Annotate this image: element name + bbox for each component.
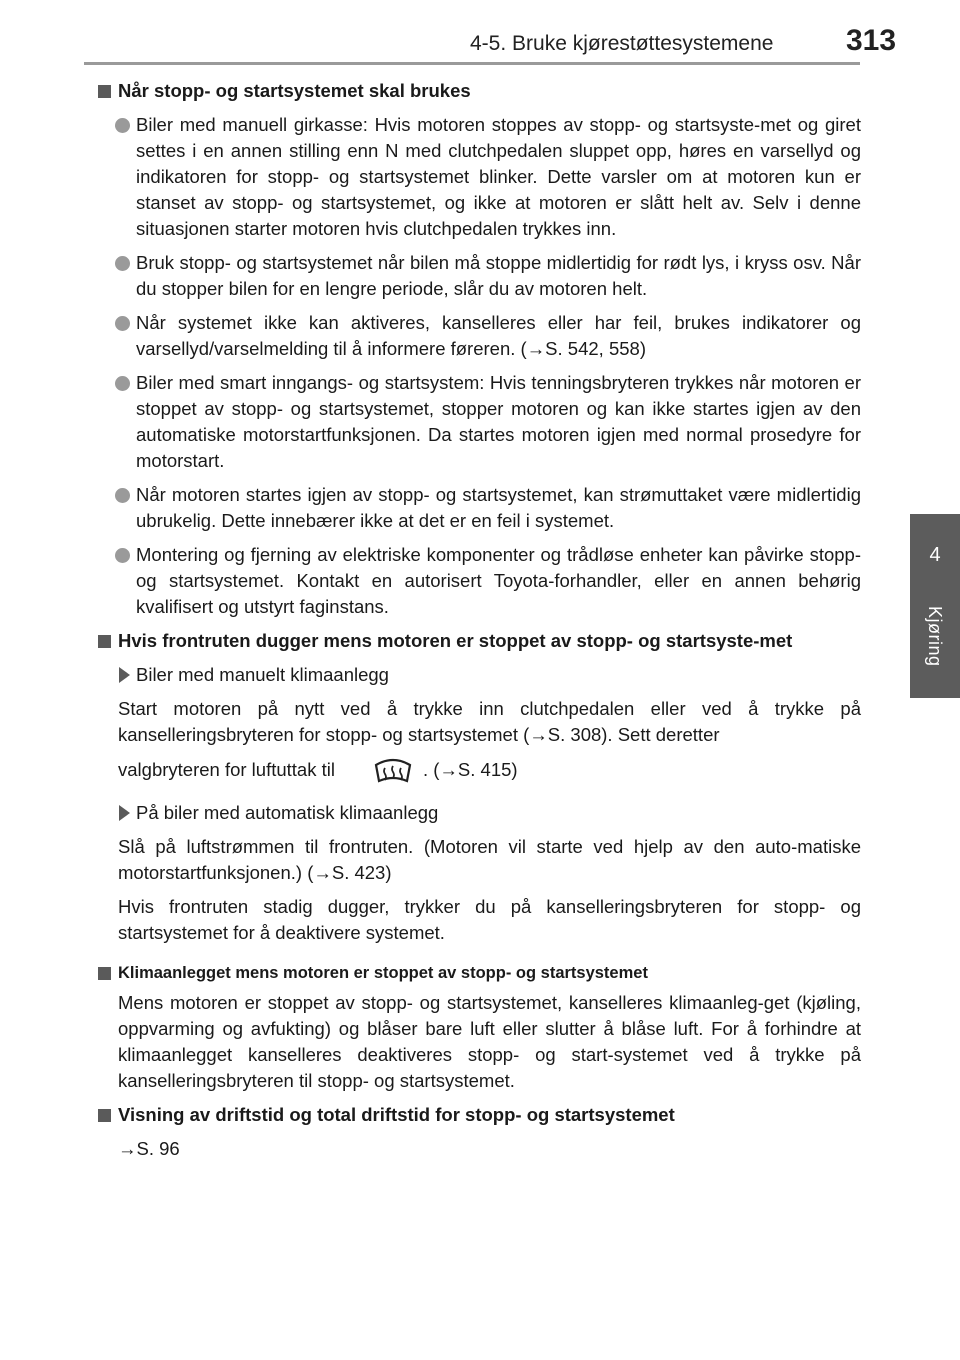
round-bullet-icon: [115, 548, 130, 563]
list-item: [98, 482, 861, 534]
sub-heading: [98, 800, 861, 826]
paragraph: Start motoren på nytt ved å trykke inn clutchpedalen eller ved å trykke på kanselleringsbryteren for stopp- og startsystemet (→S. 308). Sett deretter: [118, 698, 861, 745]
triangle-arrow-icon: [119, 805, 130, 821]
square-bullet-icon: [98, 1109, 111, 1122]
paragraph: Slå på luftstrømmen til frontruten. (Motoren vil starte ved hjelp av den auto-matiske motorstartfunksjonen.) (→S. 423): [118, 836, 861, 883]
section-heading: [98, 78, 861, 104]
page-reference: →S. 96: [118, 1138, 180, 1159]
round-bullet-icon: [115, 488, 130, 503]
square-bullet-icon: [98, 85, 111, 98]
list-item: [98, 370, 861, 474]
list-item: [98, 250, 861, 302]
sub-heading: [98, 662, 861, 688]
square-bullet-icon: [98, 967, 111, 980]
paragraph: Hvis frontruten stadig dugger, trykker du på kanselleringsbryteren for stopp- og startsystemet for å deaktivere systemet.: [118, 896, 861, 943]
list-item-text: Bruk stopp- og startsystemet når bilen må stoppe midlertidig for rødt lys, i kryss osv. Når du stopper bilen for en lengre periode, slår du av motoren helt.: [136, 252, 861, 299]
square-bullet-icon: [98, 635, 111, 648]
header-section-title: 4-5. Bruke kjørestøttesystemene: [470, 32, 774, 55]
list-item-text: Biler med smart inngangs- og startsystem: Hvis tenningsbryteren trykkes når motoren er stoppet av stopp- og startsystemet, stopper motoren og kan ikke startes igjen av den automatiske motorstartfunksjonen. Da startes motoren igjen med normal prosedyre for motorstart.: [136, 372, 861, 471]
page-body: [98, 78, 861, 1162]
page-number: 313: [846, 24, 897, 57]
section-heading-text: Når stopp- og startsystemet skal brukes: [118, 80, 471, 101]
list-item: [98, 112, 861, 242]
list-item-text: Biler med manuell girkasse: Hvis motoren stoppes av stopp- og startsyste-met og giret settes i en annen stilling enn N med clutchpedalen sluppet opp, høres en varsellyd og indikatoren for stopp- og startsystemet blinker. Dette varsler om at motoren kun er stanset av stopp- og startsystemet, og ikke at motoren er slått helt av. Selv i denne situasjonen starter motoren hvis clutchpedalen trykkes inn.: [136, 114, 861, 239]
section-heading: [98, 960, 861, 986]
list-item-text: Når systemet ikke kan aktiveres, kanselleres eller har feil, brukes indikatorer og varsellyd/varselmelding til å informere føreren. (→S. 542, 558): [136, 312, 861, 359]
list-item-text: Montering og fjerning av elektriske komponenter og trådløse enheter kan påvirke stopp- og startsystemet. Kontakt en autorisert Toyota-forhandler, eller en annen behørig kvalifisert og utstyrt faginstans.: [136, 544, 861, 617]
round-bullet-icon: [115, 256, 130, 271]
paragraph: Mens motoren er stoppet av stopp- og startsystemet, kanselleres klimaanleg-get (kjøling, oppvarming og avfukting) og blåser bare luft eller slutter å blåse luft. For å forhindre at klimaanlegget kanselleres deaktiveres stopp- og start-systemet ved å trykke på kanselleringsbryteren til stopp- og startsystemet.: [118, 992, 861, 1091]
section-heading: [98, 628, 861, 654]
chapter-tab: [910, 514, 960, 698]
list-item: [98, 310, 861, 362]
section-heading-text: Klimaanlegget mens motoren er stoppet av stopp- og startsystemet: [118, 964, 648, 982]
list-item: [98, 542, 861, 620]
round-bullet-icon: [115, 316, 130, 331]
sub-heading-text: Biler med manuelt klimaanlegg: [136, 664, 389, 685]
section-heading-text: Hvis frontruten dugger mens motoren er stoppet av stopp- og startsyste-met: [118, 630, 793, 651]
chapter-tab-label: Kjøring: [925, 606, 945, 667]
section-heading-text: Visning av driftstid og total driftstid for stopp- og startsystemet: [118, 1104, 675, 1125]
paragraph-with-icon: [98, 750, 861, 790]
windshield-defroster-icon: [373, 756, 413, 786]
paragraph-text-ref: . (→S. 415): [422, 759, 518, 780]
paragraph-text: valgbryteren for luftuttak til: [118, 759, 335, 780]
round-bullet-icon: [115, 376, 130, 391]
triangle-arrow-icon: [119, 667, 130, 683]
round-bullet-icon: [115, 118, 130, 133]
sub-heading-text: På biler med automatisk klimaanlegg: [136, 802, 439, 823]
list-item-text: Når motoren startes igjen av stopp- og startsystemet, kan strømuttaket være midlertidig ubrukelig. Dette innebærer ikke at det er en feil i systemet.: [136, 484, 861, 531]
section-heading: [98, 1102, 861, 1128]
header-divider: [84, 62, 860, 65]
chapter-tab-number: 4: [929, 544, 941, 566]
